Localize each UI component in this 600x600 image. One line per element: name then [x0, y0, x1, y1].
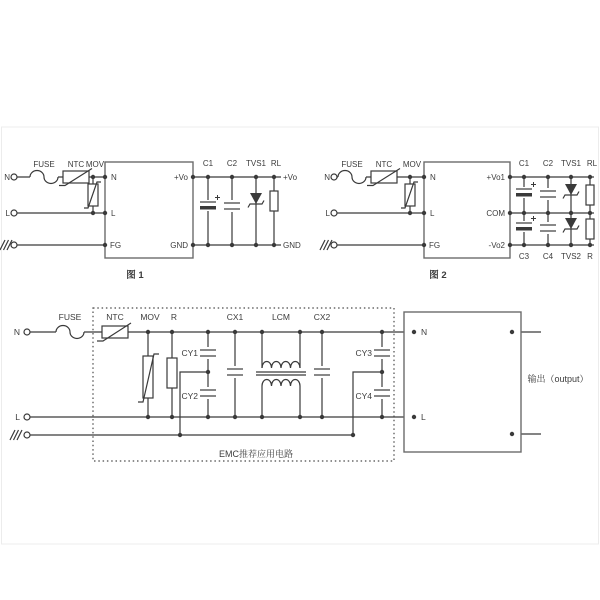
- fig3-cy4-label: CY4: [355, 391, 372, 401]
- fig2-c4-label: C4: [542, 252, 554, 261]
- fig3-fuse-symbol: [56, 326, 84, 339]
- fig3-cx2-label: CX2: [313, 312, 331, 322]
- fig3-l-label: L: [15, 412, 20, 422]
- fig1-fuse-label: FUSE: [33, 160, 55, 169]
- fig2-mov-label: MOV: [402, 160, 422, 169]
- fig1-rl-resistor: [270, 191, 278, 211]
- fig2-c3-label: C3: [518, 252, 530, 261]
- fig3-module-l: L: [421, 412, 426, 422]
- fig2-n-label: N: [324, 173, 330, 182]
- fig3-n-label: N: [13, 327, 20, 337]
- fig2-fuse-symbol: [338, 171, 366, 184]
- fig2-mov-symbol: [401, 182, 418, 208]
- fig2-r-label: R: [587, 252, 593, 261]
- fig1-module-gnd: GND: [170, 241, 188, 250]
- fig3-fuse-label: FUSE: [58, 312, 82, 322]
- fig3-cy4-capacitor: [373, 387, 391, 399]
- fig1-ntc-label: NTC: [67, 160, 85, 169]
- fig1-fuse-symbol: [30, 171, 58, 184]
- fig3-ntc-label: NTC: [106, 312, 124, 322]
- fig1-c2-capacitor: [223, 200, 241, 212]
- figure2-circuit: [320, 159, 598, 281]
- fig3-cy2-label: CY2: [181, 391, 198, 401]
- fig1-module-n: N: [111, 173, 117, 182]
- fig1-tvs1-label: TVS1: [245, 159, 267, 168]
- fig3-r-label: R: [170, 312, 178, 322]
- fig3-cy3-label: CY3: [355, 348, 372, 358]
- fig2-tvs2-label: TVS2: [560, 252, 582, 261]
- fig1-out-gnd-label: GND: [283, 241, 301, 250]
- fig1-n-label: N: [4, 173, 10, 182]
- fig2-c2-capacitor: [539, 188, 557, 200]
- fig2-c3-capacitor: [515, 216, 536, 232]
- figure3-circuit: [10, 308, 589, 461]
- fig3-cx1-label: CX1: [226, 312, 244, 322]
- fig3-input-terminals: [10, 329, 30, 440]
- fig3-earth-icon: [10, 430, 22, 440]
- fig2-ntc-label: NTC: [375, 160, 393, 169]
- fig1-out-vo-label: +Vo: [283, 173, 298, 182]
- fig1-mov-label: MOV: [85, 160, 105, 169]
- fig3-cy3-capacitor: [373, 347, 391, 359]
- fig3-lcm-label: LCM: [272, 312, 290, 322]
- fig1-l-label: L: [5, 209, 10, 218]
- fig3-r-resistor: [167, 358, 177, 388]
- fig1-c1-label: C1: [202, 159, 214, 168]
- fig3-cy1-label: CY1: [181, 348, 198, 358]
- fig2-rl-label: RL: [586, 159, 598, 168]
- fig3-module-n: N: [421, 327, 428, 337]
- fig2-c2-label: C2: [542, 159, 554, 168]
- fig1-c1-capacitor: [199, 195, 220, 211]
- fig3-cx2-capacitor: [313, 366, 331, 378]
- fig1-mov-symbol: [84, 182, 101, 208]
- fig2-rl-resistor: [586, 185, 594, 205]
- fig1-module-fg: FG: [110, 241, 122, 250]
- fig1-ntc-symbol: [59, 169, 92, 186]
- fig2-tvs1-label: TVS1: [560, 159, 582, 168]
- fig3-cy2-capacitor: [199, 387, 217, 399]
- fig3-emc-label: EMC推荐应用电路: [219, 449, 293, 459]
- fig3-cy1-capacitor: [199, 347, 217, 359]
- fig2-earth-icon: [320, 240, 332, 250]
- fig2-module-vo2: -Vo2: [488, 241, 505, 250]
- fig2-module-l: L: [430, 209, 435, 218]
- fig3-mov-symbol: [138, 354, 159, 402]
- fig2-ntc-symbol: [367, 169, 400, 186]
- fig1-module-vo: +Vo: [173, 173, 188, 182]
- fig2-c4-capacitor: [539, 222, 557, 234]
- fig1-c2-label: C2: [226, 159, 238, 168]
- fig2-module-com: COM: [486, 209, 505, 218]
- fig2-l-label: L: [325, 209, 330, 218]
- fig2-module-fg: FG: [429, 241, 441, 250]
- fig3-mov-label: MOV: [140, 312, 160, 322]
- fig1-title: 图 1: [126, 270, 144, 281]
- fig2-r-resistor: [586, 219, 594, 239]
- fig2-module-vo1: +Vo1: [486, 173, 505, 182]
- fig2-fuse-label: FUSE: [341, 160, 363, 169]
- fig1-module-l: L: [111, 209, 116, 218]
- fig3-ntc-symbol: [97, 323, 131, 341]
- fig2-c1-label: C1: [518, 159, 530, 168]
- fig3-output-label: 输出（output）: [527, 374, 589, 384]
- fig1-rl-label: RL: [270, 159, 282, 168]
- fig2-title: 图 2: [429, 270, 447, 281]
- fig3-cx1-capacitor: [226, 366, 244, 378]
- fig3-emc-dashed-box: [93, 308, 394, 461]
- figure1-circuit: [0, 159, 301, 281]
- fig2-module-n: N: [430, 173, 436, 182]
- fig2-c1-capacitor: [515, 182, 536, 198]
